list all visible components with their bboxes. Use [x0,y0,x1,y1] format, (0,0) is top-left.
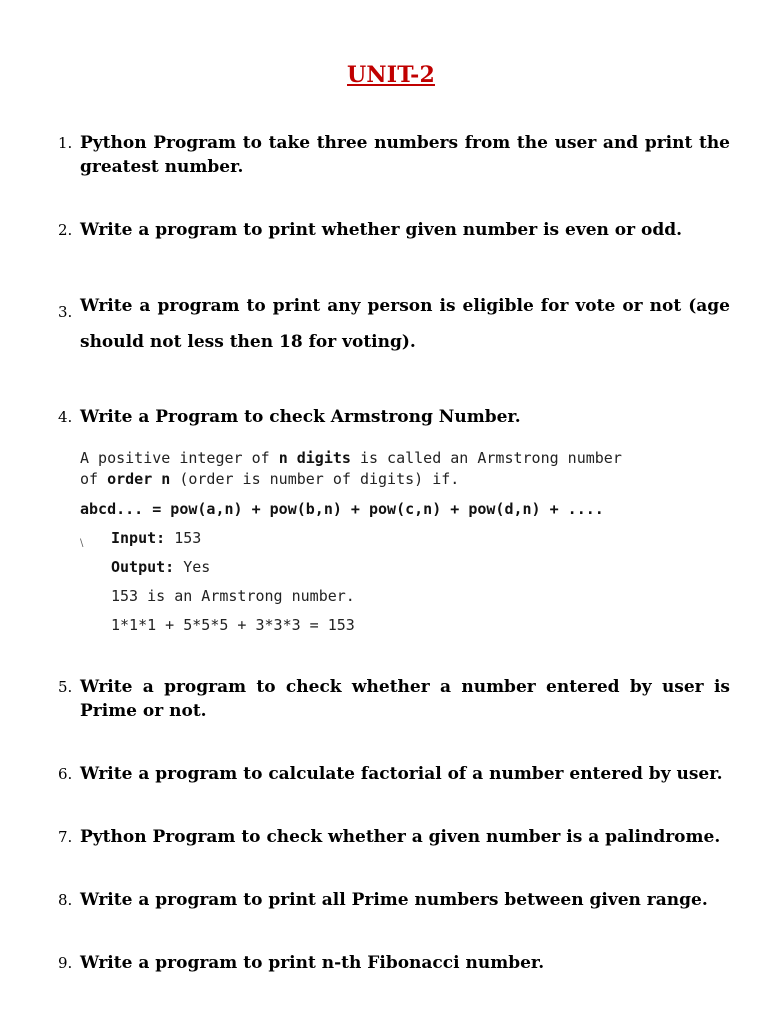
question-text: Write a program to print all Prime numbers between given range. [80,890,708,910]
question-number: 8. [58,891,73,909]
question-number: 5. [58,678,73,696]
question-number: 3. [58,303,73,321]
question-number: 9. [58,954,73,972]
question-6 [58,762,730,786]
definition-text: (order is number of digits) if. [170,470,460,488]
output-label: Output: [111,558,175,576]
question-7 [58,825,730,849]
example-output [111,558,210,576]
question-number: 1. [58,134,73,152]
question-text: Write a program to print any person is eligible for vote or not (age should not less then 18 for voting). [80,296,730,352]
question-number: 4. [58,408,73,426]
example-calculation: 1*1*1 + 5*5*5 + 3*3*3 = 153 [111,616,355,634]
question-text: Write a Program to check Armstrong Number. [80,407,521,427]
armstrong-definition-line-2 [80,470,459,488]
armstrong-formula: abcd... = pow(a,n) + pow(b,n) + pow(c,n) + pow(d,n) + .... [80,500,604,518]
question-number: 6. [58,765,73,783]
question-text: Write a program to print whether given number is even or odd. [80,220,683,240]
question-1 [58,131,730,179]
question-text: Python Program to take three numbers from the user and print the greatest number. [80,133,730,177]
question-5 [58,675,730,723]
question-number: 2. [58,221,73,239]
question-3 [58,288,730,360]
definition-bold: n digits [278,449,351,467]
question-text: Python Program to check whether a given number is a palindrome. [80,827,721,847]
question-4 [58,405,730,429]
example-explanation: 153 is an Armstrong number. [111,587,355,605]
question-9 [58,951,730,975]
question-text: Write a program to check whether a number entered by user is Prime or not. [80,677,730,721]
question-2 [58,218,730,242]
definition-bold: order n [107,470,171,488]
example-input [111,529,201,547]
armstrong-definition-line-1 [80,449,622,467]
question-text: Write a program to print n-th Fibonacci number. [80,953,545,973]
input-label: Input: [111,529,166,547]
question-text: Write a program to calculate factorial of a number entered by user. [80,764,723,784]
page-title: UNIT-2 [347,62,435,88]
question-8 [58,888,730,912]
definition-text: is called an Armstrong number [350,449,622,467]
stray-mark: \ [80,538,84,549]
output-value: Yes [174,558,211,576]
question-number: 7. [58,828,73,846]
input-value: 153 [165,529,202,547]
definition-text: of [80,470,108,488]
definition-text: A positive integer of [80,449,279,467]
